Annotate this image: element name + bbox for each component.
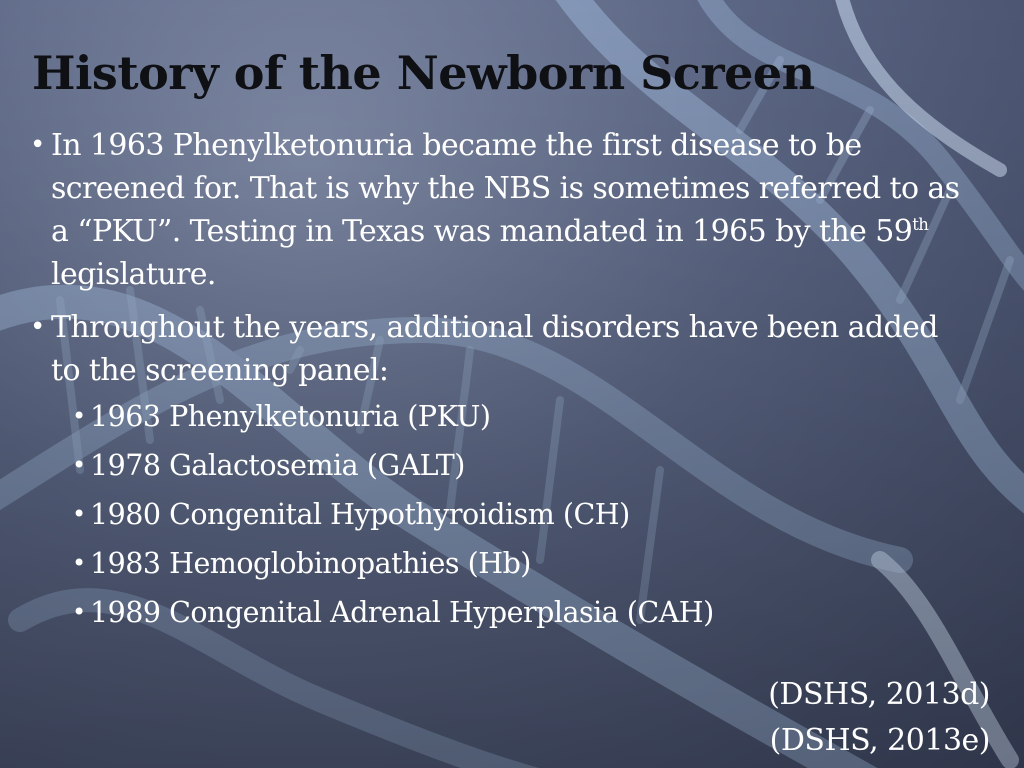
citations [768,672,990,764]
bullet-pku-text-end: legislature. [51,257,216,292]
disorder-item [72,392,970,441]
slide-body [30,124,970,637]
ordinal-superscript: th [912,215,929,234]
disorder-label: 1978 Galactosemia (GALT) [90,449,465,482]
disorder-item [72,588,970,637]
sub-bullet-marker: • [72,402,86,430]
sub-bullet-marker: • [72,598,86,626]
bullet-additional-disorders [30,306,970,392]
sub-bullet-marker: • [72,500,86,528]
disorder-item [72,490,970,539]
disorder-list [30,392,970,637]
bullet-marker: • [30,312,45,342]
disorder-item [72,539,970,588]
slide-title: History of the Newborn Screen [32,46,815,100]
bullet-additional-disorders-text: Throughout the years, additional disorders have been added to the screening panel: [51,310,938,388]
sub-bullet-marker: • [72,549,86,577]
disorder-item [72,441,970,490]
sub-bullet-marker: • [72,451,86,479]
citation: (DSHS, 2013e) [769,723,990,758]
disorder-label: 1980 Congenital Hypothyroidism (CH) [90,498,630,531]
disorder-label: 1983 Hemoglobinopathies (Hb) [90,547,531,580]
bullet-marker: • [30,130,45,160]
disorder-label: 1989 Congenital Adrenal Hyperplasia (CAH) [90,596,714,629]
disorder-label: 1963 Phenylketonuria (PKU) [90,400,491,433]
bullet-pku-text: In 1963 Phenylketonuria became the first disease to be screened for. That is why the NBS is sometimes referred to as a “PKU”. Testing in Texas was mandated in 1965 by the 59 [51,128,960,249]
bullet-pku-history [30,124,970,296]
citation: (DSHS, 2013d) [768,677,990,712]
